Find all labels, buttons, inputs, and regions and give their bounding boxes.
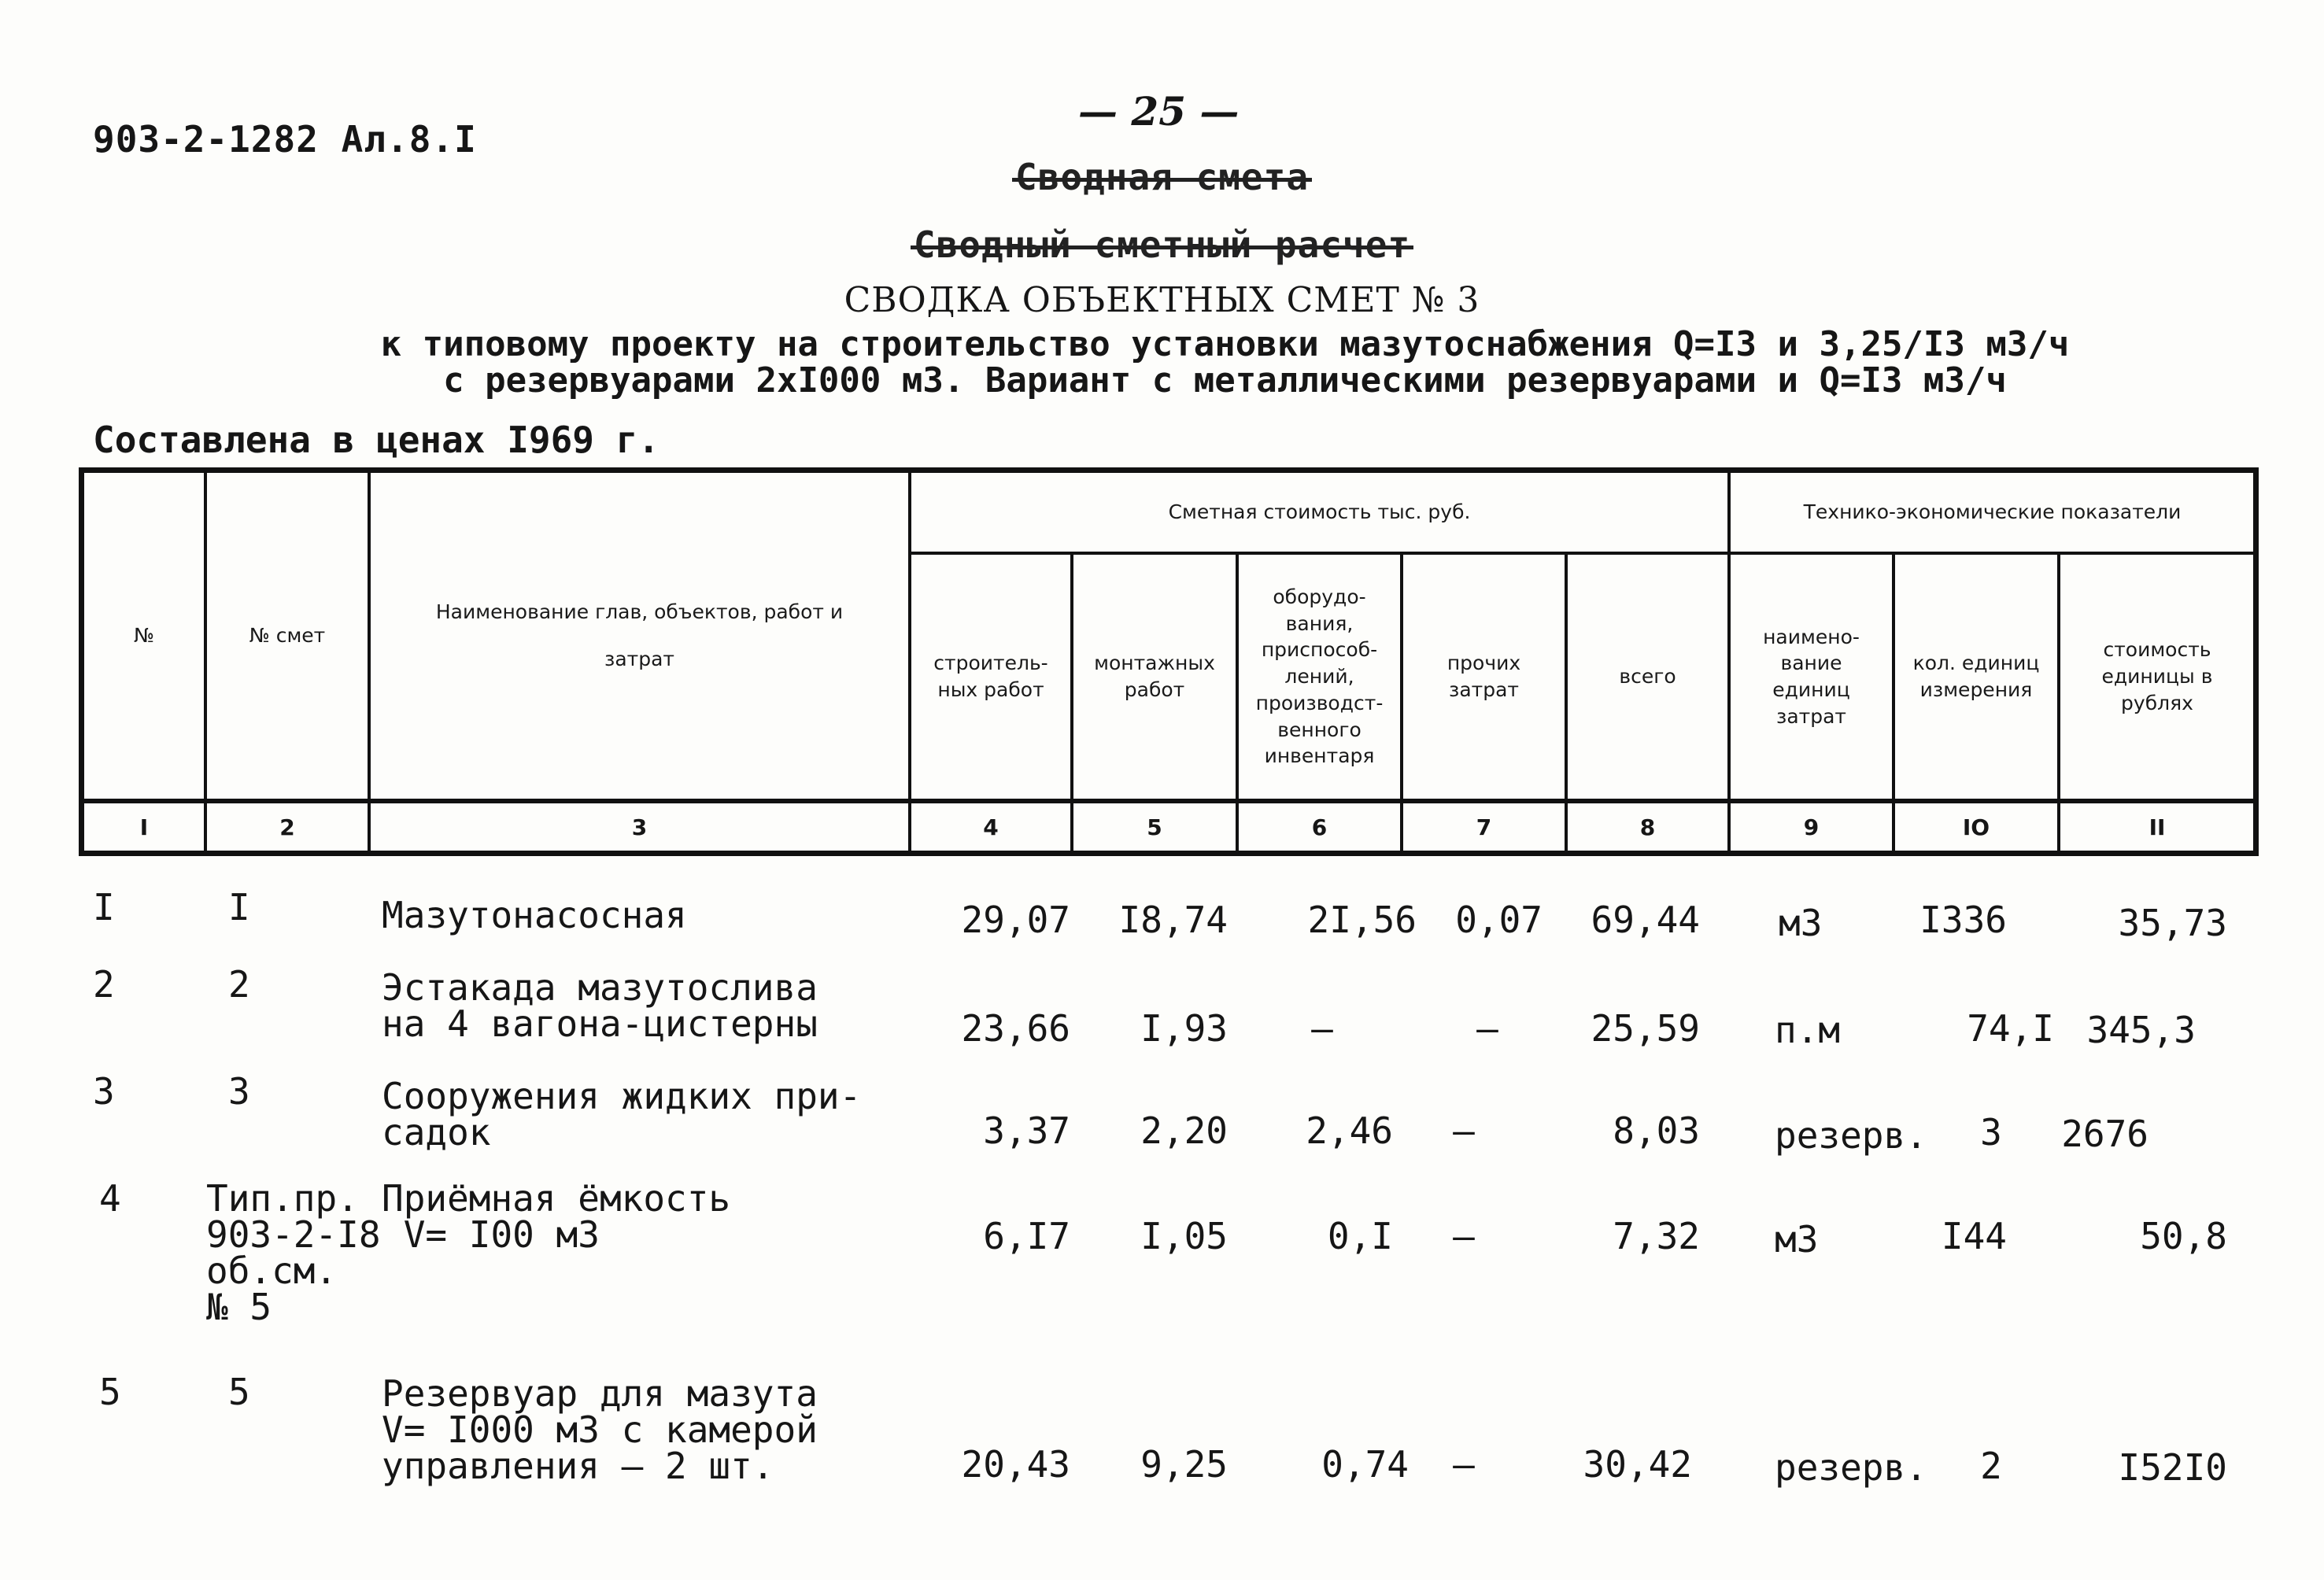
col-number-7: 7 [1476, 814, 1492, 840]
col-number-5: 5 [1147, 814, 1162, 840]
row-unit: резерв. [1775, 1446, 1927, 1489]
col-header-4: строитель-ных работ [933, 652, 1048, 701]
row-installation: 9,25 [1140, 1443, 1228, 1486]
row-quantity: 3 [1980, 1111, 2002, 1154]
row-equipment: 2,46 [1306, 1109, 1393, 1152]
row-unit-cost: 345,3 [2086, 1009, 2196, 1051]
col-header-1: № [133, 624, 154, 648]
row-other: 0,07 [1455, 899, 1543, 941]
row-total: 25,59 [1591, 1007, 1700, 1050]
col-number-3: 3 [631, 814, 648, 840]
row-construction: 6,I7 [983, 1215, 1070, 1257]
row-quantity: 74,I [1967, 1007, 2054, 1050]
row-unit-cost: 35,73 [2118, 902, 2227, 944]
row-total: 30,42 [1583, 1443, 1692, 1486]
table-header-frame [79, 467, 2259, 856]
row-estimate-number: 2 [228, 963, 250, 1006]
col-header-7: прочих затрат [1446, 652, 1521, 701]
row-installation: 2,20 [1140, 1109, 1228, 1152]
col-header-9: наимено-вание единиц затрат [1763, 625, 1860, 728]
group-header-cost: Сметная стоимость тыс. руб. [1168, 500, 1471, 524]
row-name: Резервуар для мазута V= I000 м3 с камерой управления – 2 шт. [382, 1372, 818, 1487]
row-name: Сооружения жидких при- садок [382, 1075, 862, 1154]
row-installation: I,93 [1140, 1007, 1228, 1050]
row-total: 7,32 [1613, 1215, 1700, 1257]
row-estimate-number: Тип.пр. 903-2-I8 об.см. № 5 [206, 1177, 381, 1328]
row-unit-cost: 2676 [2061, 1113, 2148, 1155]
row-construction: 20,43 [961, 1443, 1070, 1486]
row-total: 8,03 [1613, 1109, 1700, 1152]
row-quantity: I44 [1941, 1215, 2007, 1257]
row-unit: п.м [1775, 1009, 1841, 1051]
col-header-11: стоимость единицы в рублях [2101, 638, 2213, 714]
row-estimate-number: I [228, 886, 250, 928]
struck-heading-2-text: Сводный сметный расчет [913, 223, 1411, 266]
row-construction: 29,07 [961, 899, 1070, 941]
row-installation: I8,74 [1118, 899, 1228, 941]
row-unit: резерв. [1775, 1114, 1927, 1157]
row-number: 5 [99, 1371, 121, 1413]
col-header-2: № смет [249, 624, 326, 648]
row-name: Мазутонасосная [382, 894, 687, 936]
subtitle-line-2: с резервуарами 2хI000 м3. Вариант с металлическими резервуарами и Q=I3 м3/ч [443, 360, 2007, 401]
row-quantity: I336 [1919, 899, 2007, 941]
row-unit-cost: 50,8 [2140, 1215, 2227, 1257]
row-equipment: – [1311, 1007, 1333, 1050]
row-unit: м3 [1779, 902, 1823, 944]
col-header-10: кол. единиц измерения [1912, 652, 2040, 701]
row-equipment: 0,I [1327, 1215, 1393, 1257]
struck-heading-1-text: Сводная смета [1014, 156, 1310, 198]
row-other: – [1453, 1109, 1475, 1152]
col-number-1: I [139, 814, 149, 840]
document-code: 903-2-1282 Ал.8.I [93, 118, 477, 161]
row-number: 3 [93, 1070, 115, 1113]
document-title: СВОДКА ОБЪЕКТНЫХ СМЕТ № 3 [844, 280, 1480, 320]
row-number: 4 [99, 1177, 121, 1220]
col-number-11: II [2148, 814, 2166, 840]
row-number: I [93, 886, 115, 928]
row-other: – [1453, 1443, 1475, 1486]
col-number-8: 8 [1639, 814, 1656, 840]
prices-note: Составлена в ценах I969 г. [93, 419, 660, 461]
row-equipment: 2I,56 [1307, 899, 1417, 941]
col-number-10: IO [1962, 814, 1990, 840]
page-number: — 25 — [1078, 88, 1240, 135]
subtitle-line-1: к типовому проекту на строительство установки мазутоснабжения Q=I3 и 3,25/I3 м3/ч [380, 324, 2070, 364]
col-header-6: оборудо-вания, приспособ-лений, производст-венного инвентаря [1255, 585, 1384, 768]
row-quantity: 2 [1980, 1445, 2002, 1487]
row-total: 69,44 [1591, 899, 1700, 941]
row-estimate-number: 5 [228, 1371, 250, 1413]
row-construction: 3,37 [983, 1109, 1070, 1152]
col-number-4: 4 [983, 814, 999, 840]
struck-heading-2 [0, 223, 2324, 266]
group-header-tech: Технико-экономические показатели [1803, 500, 2182, 524]
row-number: 2 [93, 963, 115, 1006]
row-construction: 23,66 [961, 1007, 1070, 1050]
row-name: Приёмная ёмкость V= I00 м3 [382, 1177, 731, 1256]
row-name: Эстакада мазутослива на 4 вагона-цистерны [382, 966, 818, 1045]
row-estimate-number: 3 [228, 1070, 250, 1113]
struck-heading-1 [0, 156, 2324, 198]
row-other: – [1476, 1007, 1498, 1050]
col-header-5: монтажных работ [1094, 652, 1215, 701]
col-number-6: 6 [1311, 814, 1328, 840]
row-unit-cost: I52I0 [2118, 1446, 2227, 1489]
row-installation: I,05 [1140, 1215, 1228, 1257]
row-unit: м3 [1775, 1218, 1819, 1261]
row-other: – [1453, 1215, 1475, 1257]
col-number-2: 2 [279, 814, 295, 840]
col-header-3: Наименование глав, объектов, работ и затрат [435, 600, 844, 670]
col-number-9: 9 [1803, 814, 1820, 840]
row-equipment: 0,74 [1321, 1443, 1409, 1486]
col-header-8: всего [1619, 665, 1676, 688]
